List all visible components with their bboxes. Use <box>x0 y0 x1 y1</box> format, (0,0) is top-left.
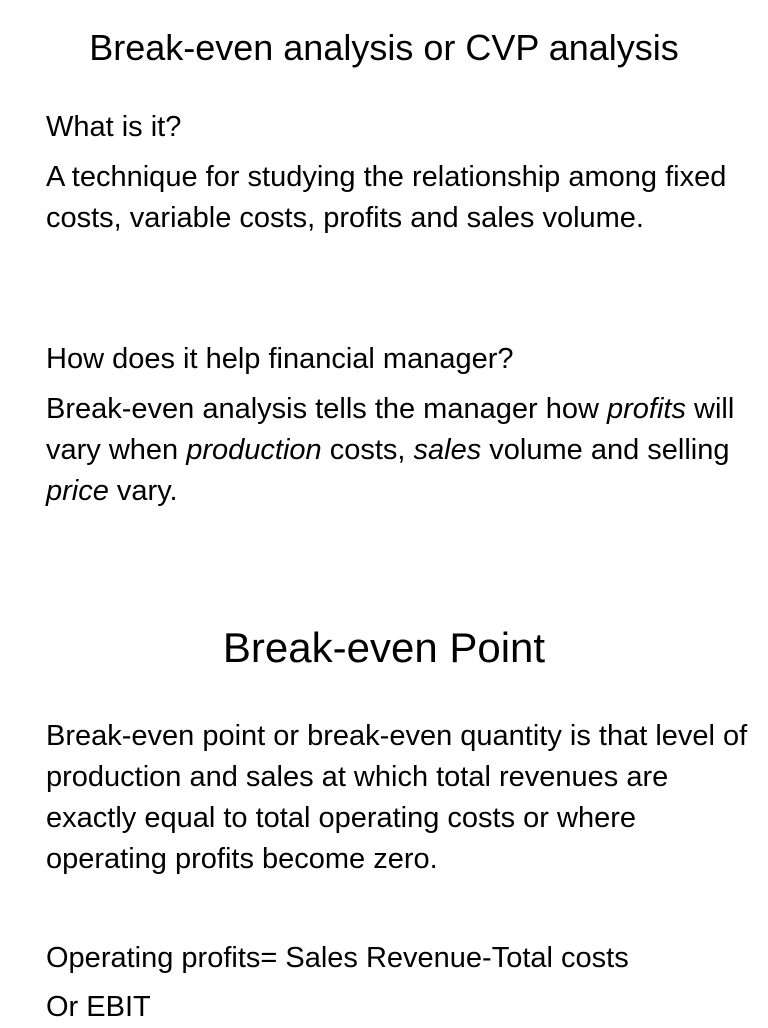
answer-text: will vary when <box>46 393 735 466</box>
break-even-point-definition: Break-even point or break-even quantity is that level of production and sales at which total revenues are exactly equal to total operating costs or where operating profits become zero. <box>46 720 748 875</box>
question-what-is-it: What is it? <box>46 111 182 143</box>
answer-text: costs, <box>321 434 414 466</box>
slide-title-break-even-point: Break-even Point <box>222 624 546 671</box>
question-financial-manager: How does it help financial manager? <box>46 343 514 375</box>
emphasis-production: production <box>186 434 322 466</box>
answer-definition: A technique for studying the relationship among fixed costs, variable costs, profits and sales volume. <box>46 161 727 234</box>
answer-text: vary. <box>108 475 178 507</box>
answer-text: volume and selling <box>481 434 730 466</box>
answer-text: Break-even analysis tells the manager how <box>46 393 607 425</box>
emphasis-profits: profits <box>606 393 686 425</box>
slide-title-cvp: Break-even analysis or CVP analysis <box>89 27 679 68</box>
ebit-note: Or EBIT <box>46 991 151 1023</box>
answer-break-even-use <box>46 389 761 512</box>
emphasis-sales: sales <box>413 434 482 466</box>
operating-profits-formula: Operating profits= Sales Revenue-Total costs <box>46 942 629 974</box>
emphasis-price: price <box>46 475 109 507</box>
